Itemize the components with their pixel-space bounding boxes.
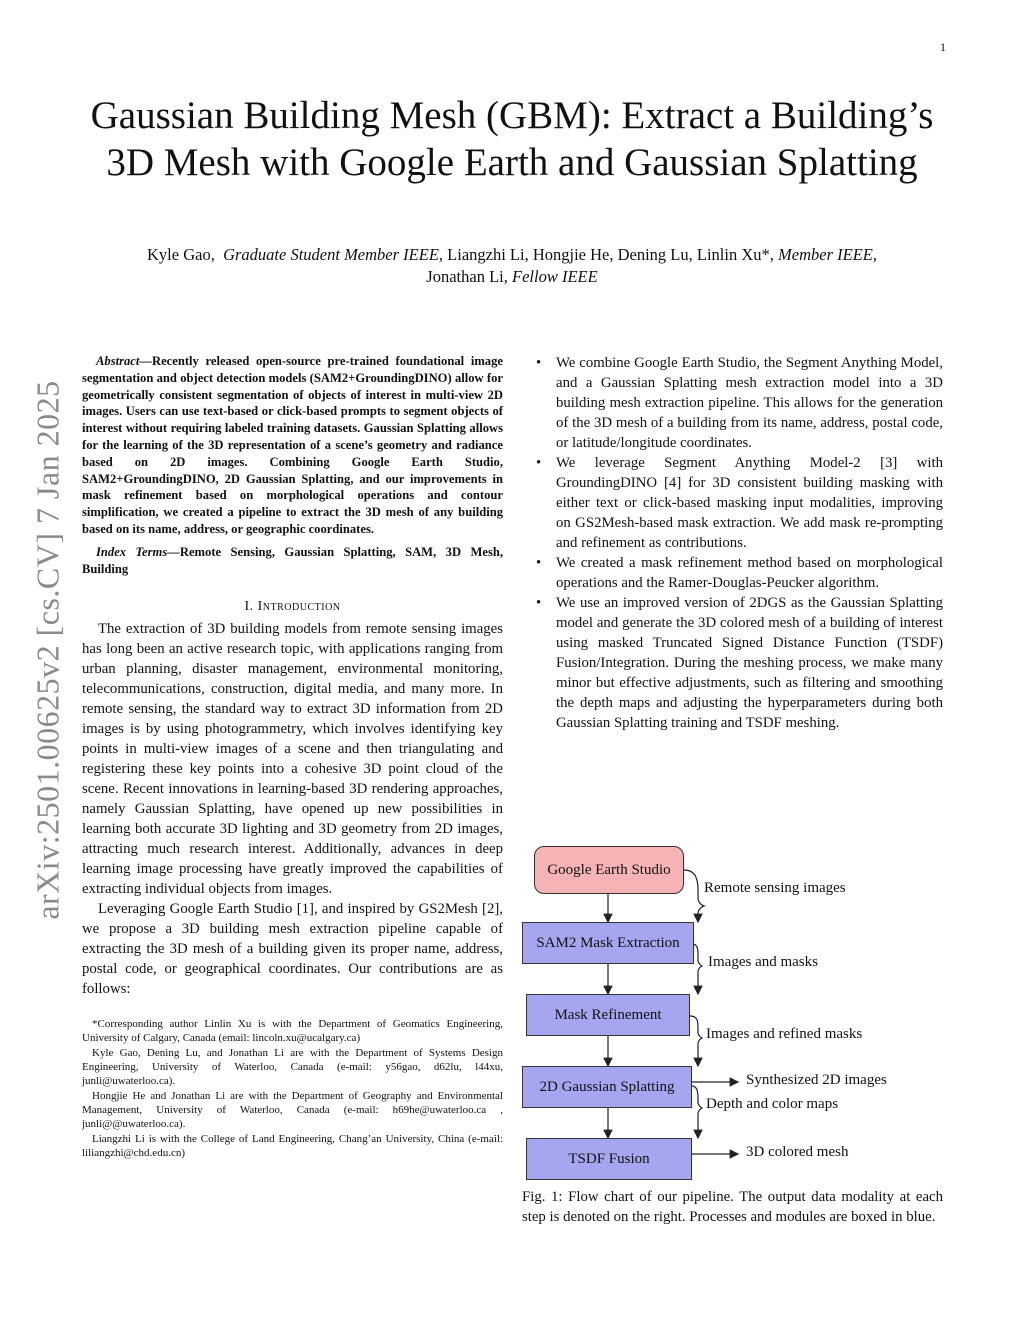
author-name: Liangzhi Li, Hongjie He, Dening Lu, Linlin Xu*, — [447, 245, 774, 264]
left-column — [82, 353, 503, 1161]
flow-node-mask-refinement: Mask Refinement — [526, 994, 690, 1036]
output-label: Synthesized 2D images — [746, 1072, 887, 1088]
edge-label: Images and masks — [708, 954, 818, 970]
flow-bracket — [690, 1016, 702, 1066]
flow-node-sam2-mask-extraction: SAM2 Mask Extraction — [522, 922, 694, 964]
pipeline-flowchart — [520, 840, 950, 1180]
footnote: Kyle Gao, Dening Lu, and Jonathan Li are with the Department of Systems Design Engineering, University of Waterloo, Canada (e-mail: y56gao, d62lu, l44xu, junli@uwaterloo.ca). — [82, 1047, 503, 1088]
author-role: Graduate Student Member IEEE, — [223, 245, 444, 264]
contributions-list — [522, 353, 943, 733]
author-name: Jonathan Li, — [426, 267, 508, 286]
footnote: Hongjie He and Jonathan Li are with the Department of Geography and Environmental Management, University of Waterloo, Canada (e-mail: h69he@uwaterloo.ca , junli@@uwaterloo.ca). — [82, 1090, 503, 1131]
arxiv-side-stamp: arXiv:2501.00625v2 [cs.CV] 7 Jan 2025 — [29, 380, 66, 920]
list-item: • We leverage Segment Anything Model-2 [3] with GroundingDINO [4] for 3D consistent building masking with either text or click-based masking input modalities, improving on GS2Mesh-based mask extraction. We add mask re-prompting and refinement as contributions. — [536, 455, 943, 551]
author-role: Fellow IEEE — [512, 267, 598, 286]
flow-node-tsdf-fusion: TSDF Fusion — [526, 1138, 692, 1180]
bullet-icon: • — [536, 555, 542, 571]
paragraph: Leveraging Google Earth Studio [1], and inspired by GS2Mesh [2], we propose a 3D building mesh extraction pipeline capable of extracting the 3D mesh of a building given its proper name, address, postal code, or geographical coordinates. Our contributions are as follows: — [82, 901, 503, 998]
output-label: 3D colored mesh — [746, 1144, 849, 1160]
bullet-icon: • — [536, 595, 542, 611]
index-terms-label: Index Terms— — [96, 544, 180, 559]
edge-label: Depth and color maps — [706, 1096, 839, 1112]
flow-bracket — [684, 870, 704, 922]
list-item: • We use an improved version of 2DGS as the Gaussian Splatting model and generate the 3D colored mesh of a building of interest using masked Truncated Signed Distance Function (TSDF) Fusion/Integration. During the meshing process, we make many minor but effective adjustments, such as filtering and smoothing the depth maps and adjusting the hyperparameters during both Gaussian Splatting training and TSDF meshing. — [536, 595, 943, 731]
index-terms-text: Remote Sensing, Gaussian Splatting, SAM, 3D Mesh, Building — [82, 544, 503, 576]
abstract-text: Recently released open-source pre-trained foundational image segmentation and object detection models (SAM2+GroundingDINO) allow for geometrically consistent segmentation of objects of interest in multi-view 2D images. Users can use text-based or click-based prompts to segment objects of interest without requiring labeled training datasets. Gaussian Splatting allows for the learning of the 3D representation of a scene’s geometry and radiance based on 2D images. Combining Google Earth Studio, SAM2+GroundingDINO, 2D Gaussian Splatting, and our improvements in mask refinement based on morphological operations and contour simplification, we created a pipeline to extract the 3D mesh of any building based on its name, address, or geographic coordinates. — [82, 354, 503, 536]
flow-bracket — [692, 1086, 702, 1138]
list-item: • We combine Google Earth Studio, the Segment Anything Model, and a Gaussian Splatting mesh extraction model into a 3D building mesh extraction pipeline. This allows for the generation of the 3D mesh of a building from its name, address, postal code, or latitude/longitude coordinates. — [536, 355, 943, 451]
author-name: Kyle Gao, — [147, 245, 215, 264]
bullet-icon: • — [536, 355, 542, 371]
author-role: Member IEEE, — [778, 245, 877, 264]
edge-label: Images and refined masks — [706, 1026, 863, 1042]
introduction-body — [82, 619, 503, 999]
footnote: Liangzhi Li is with the College of Land Engineering, Chang’an University, China (e-mail: liliangzhi@chd.edu.cn) — [82, 1133, 503, 1160]
flow-node-2d-gaussian-splatting: 2D Gaussian Splatting — [522, 1066, 692, 1108]
section-heading: I. Introduction — [244, 599, 341, 615]
edge-label: Remote sensing images — [704, 880, 846, 896]
right-column — [522, 353, 943, 733]
abstract-label: Abstract— — [96, 354, 152, 368]
list-item: • We created a mask refinement method based on morphological operations and the Ramer-Douglas-Peucker algorithm. — [536, 555, 943, 591]
index-terms — [82, 544, 503, 578]
page-number: 1 — [940, 40, 946, 54]
footnote: *Corresponding author Linlin Xu is with the Department of Geomatics Engineering, University of Calgary, Canada (email: lincoln.xu@ucalgary.ca) — [82, 1018, 503, 1045]
flow-node-google-earth-studio: Google Earth Studio — [534, 846, 684, 894]
author-list — [80, 244, 944, 288]
footnotes — [82, 1017, 503, 1160]
bullet-icon: • — [536, 455, 542, 471]
figure-caption: Fig. 1: Flow chart of our pipeline. The output data modality at each step is denoted on the right. Processes and modules are boxed in blue. — [522, 1189, 943, 1225]
paragraph: The extraction of 3D building models from remote sensing images has long been an active research topic, with applications ranging from urban planning, disaster management, environmental monitoring, telecommunications, construction, digital media, and many more. In remote sensing, the standard way to extract 3D information from 2D images is by using photogrammetry, which involves identifying key points in multi-view images of a scene and then triangulating and registering these key points into a cohesive 3D point cloud of the scene. Recent innovations in learning-based 3D rendering approaches, namely Gaussian Splatting, have opened up new possibilities in learning both accurate 3D lighting and 3D geometry from 2D images, attracting much research interest. Additionally, advances in deep learning image processing have greatly improved the capabilities of extracting individual objects from images. — [82, 621, 503, 898]
paper-title: Gaussian Building Mesh (GBM): Extract a Building’s 3D Mesh with Google Earth and Gaussian Splatting — [90, 94, 934, 184]
abstract — [82, 353, 503, 538]
